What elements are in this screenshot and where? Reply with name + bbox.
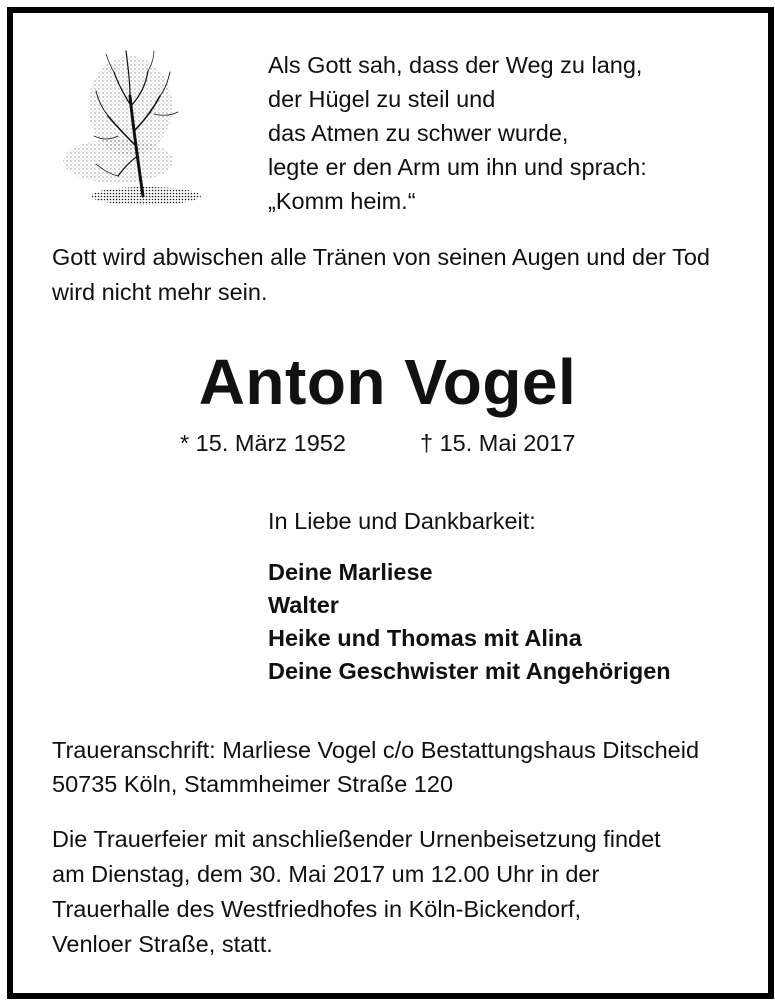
address-line: Traueranschrift: Marliese Vogel c/o Bestattungshaus Ditscheid xyxy=(52,737,700,763)
mourning-address xyxy=(52,733,699,801)
service-line: am Dienstag, dem 30. Mai 2017 um 12.00 Uhr in der xyxy=(52,861,600,887)
mourner: Heike und Thomas mit Alina xyxy=(268,625,582,651)
poem-line: das Atmen zu schwer wurde, xyxy=(268,120,569,146)
mourner: Walter xyxy=(268,592,339,618)
poem-line: legte er den Arm um ihn und sprach: xyxy=(268,154,647,180)
mourners-list xyxy=(268,556,671,688)
service-line: Trauerhalle des Westfriedhofes in Köln-Bickendorf, xyxy=(52,896,582,922)
poem-line: Als Gott sah, dass der Weg zu lang, xyxy=(268,52,643,78)
service-line: Venloer Straße, statt. xyxy=(52,931,273,957)
funeral-service-info xyxy=(52,822,661,962)
poem xyxy=(268,48,647,218)
address-line: 50735 Köln, Stammheimer Straße 120 xyxy=(52,771,454,797)
mourner: Deine Geschwister mit Angehörigen xyxy=(268,658,671,684)
bible-verse: Gott wird abwischen alle Tränen von seinen Augen und der Tod wird nicht mehr sein. xyxy=(52,244,710,305)
deceased-name: Anton Vogel xyxy=(198,346,577,418)
poem-line: „Komm heim.“ xyxy=(268,188,416,214)
thanks-line: In Liebe und Dankbarkeit: xyxy=(268,508,536,534)
death-date: † 15. Mai 2017 xyxy=(420,430,576,456)
birth-date: * 15. März 1952 xyxy=(180,430,346,456)
poem-line: der Hügel zu steil und xyxy=(268,86,496,112)
service-line: Die Trauerfeier mit anschließender Urnenbeisetzung findet xyxy=(52,826,661,852)
mourner: Deine Marliese xyxy=(268,559,433,585)
tree-illustration xyxy=(58,36,218,221)
